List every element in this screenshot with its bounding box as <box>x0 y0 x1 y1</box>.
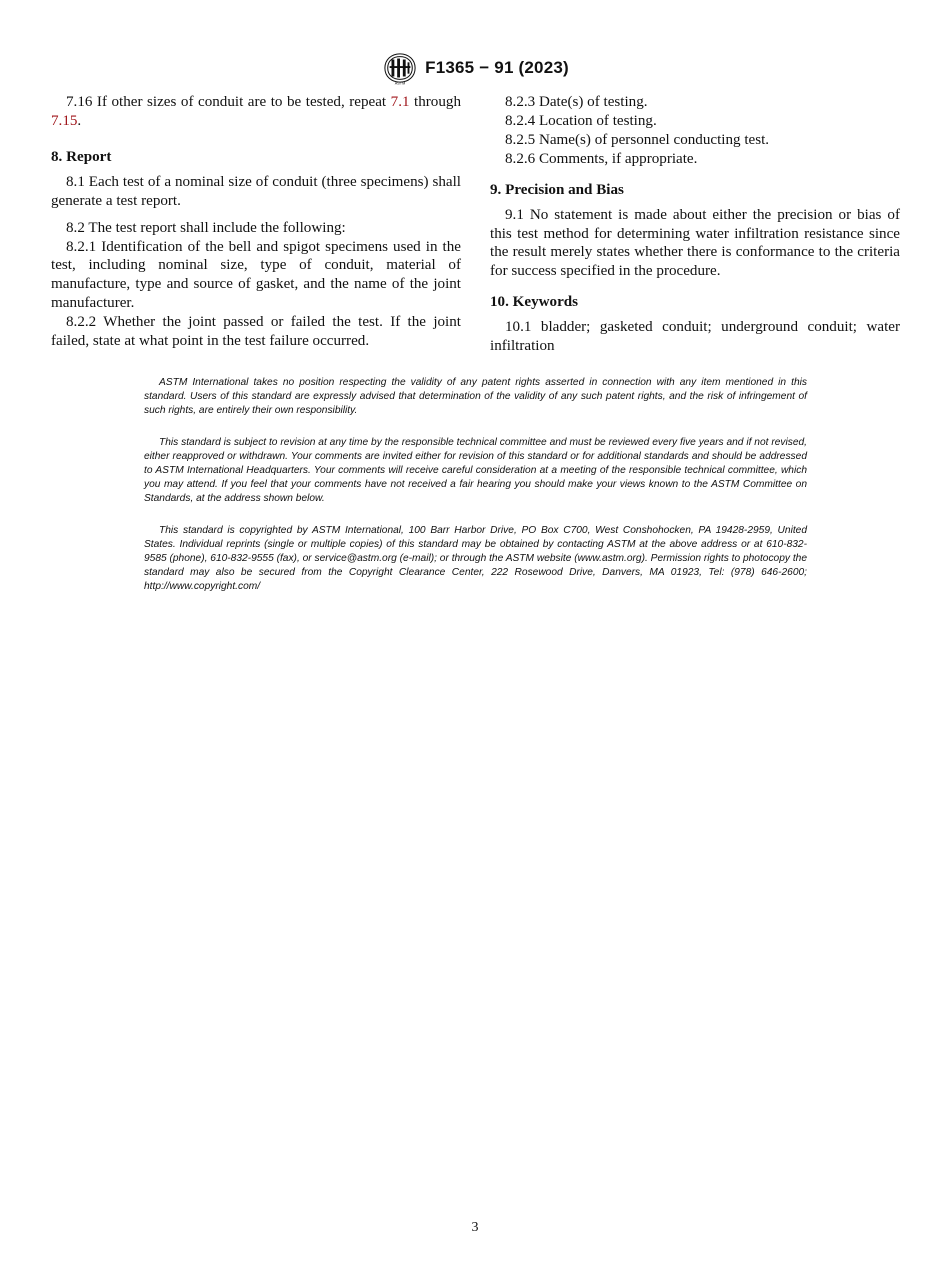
paragraph-8-1: 8.1 Each test of a nominal size of conduit (three specimens) shall generate a test report. <box>51 173 461 209</box>
paragraph-8-2-4: 8.2.4 Location of testing. <box>505 112 657 129</box>
paragraph-8-2-6: 8.2.6 Comments, if appropriate. <box>505 150 698 167</box>
astm-logo-icon <box>381 51 419 85</box>
svg-text:ASTM: ASTM <box>394 81 406 85</box>
section-9-heading: 9. Precision and Bias <box>490 181 624 198</box>
ref-link-7-1[interactable]: 7.1 <box>390 94 410 110</box>
revision-notice: This standard is subject to revision at any time by the responsible technical committee and must be reviewed every five years and if not revised, either reapproved or withdrawn. Your comments are invited either for revision of this standard or for additional standards and should be addressed to ASTM International Headquarters. Your comments will receive careful consideration at a meeting of the responsible technical committee, which you may attend. If you feel that your comments have not received a fair hearing you should make your views known to the ASTM Committee on Standards, at the address shown below. <box>144 437 807 504</box>
paragraph-8-2-3: 8.2.3 Date(s) of testing. <box>505 94 648 110</box>
paragraph-9-1: 9.1 No statement is made about either the precision or bias of this test method for determining water infiltration resistance since the result merely states whether there is conformance to the criteria for success specified in the procedure. <box>490 206 900 280</box>
paragraph-8-2-2: 8.2.2 Whether the joint passed or failed the test. If the joint failed, state at what point in the test failure occurred. <box>51 314 461 350</box>
paragraph-7-16: 7.16 If other sizes of conduit are to be tested, repeat 7.1 through 7.15. <box>51 94 461 129</box>
legal-notices <box>144 376 807 612</box>
section-8-heading: 8. Report <box>51 148 112 165</box>
standard-designation: F1365 − 91 (2023) <box>425 58 569 77</box>
paragraph-8-2: 8.2 The test report shall include the following: <box>66 219 346 236</box>
copyright-notice: This standard is copyrighted by ASTM International, 100 Barr Harbor Drive, PO Box C700, West Conshohocken, PA 19428-2959, United States. Individual reprints (single or multiple copies) of this standard may be obtained by contacting ASTM at the above address or at 610-832-9585 (phone), 610-832-9555 (fax), or service@astm.org (e-mail); or through the ASTM website (www.astm.org). Permission rights to photocopy the standard may also be secured from the Copyright Clearance Center, 222 Rosewood Drive, Danvers, MA 01923, Tel: (978) 646-2600; http://www.copyright.com/ <box>144 525 807 592</box>
ref-link-7-15[interactable]: 7.15 <box>51 112 78 129</box>
left-column <box>51 93 461 351</box>
right-column <box>490 93 900 356</box>
paragraph-8-2-5: 8.2.5 Name(s) of personnel conducting test. <box>505 131 770 148</box>
patent-notice: ASTM International takes no position respecting the validity of any patent rights asserted in connection with any item mentioned in this standard. Users of this standard are expressly advised that determination of the validity of any such patent rights, and the risk of infringement of such rights, are entirely their own responsibility. <box>144 377 807 416</box>
paragraph-10-1: 10.1 bladder; gasketed conduit; underground conduit; water infiltration <box>490 319 900 355</box>
paragraph-8-2-1: 8.2.1 Identification of the bell and spigot specimens used in the test, including nominal size, type of conduit, material of manufacture, type and source of gasket, and the name of the joint manufacturer. <box>51 238 461 312</box>
section-10-heading: 10. Keywords <box>490 294 579 311</box>
page-header <box>0 50 950 86</box>
page-number: 3 <box>471 1220 479 1235</box>
